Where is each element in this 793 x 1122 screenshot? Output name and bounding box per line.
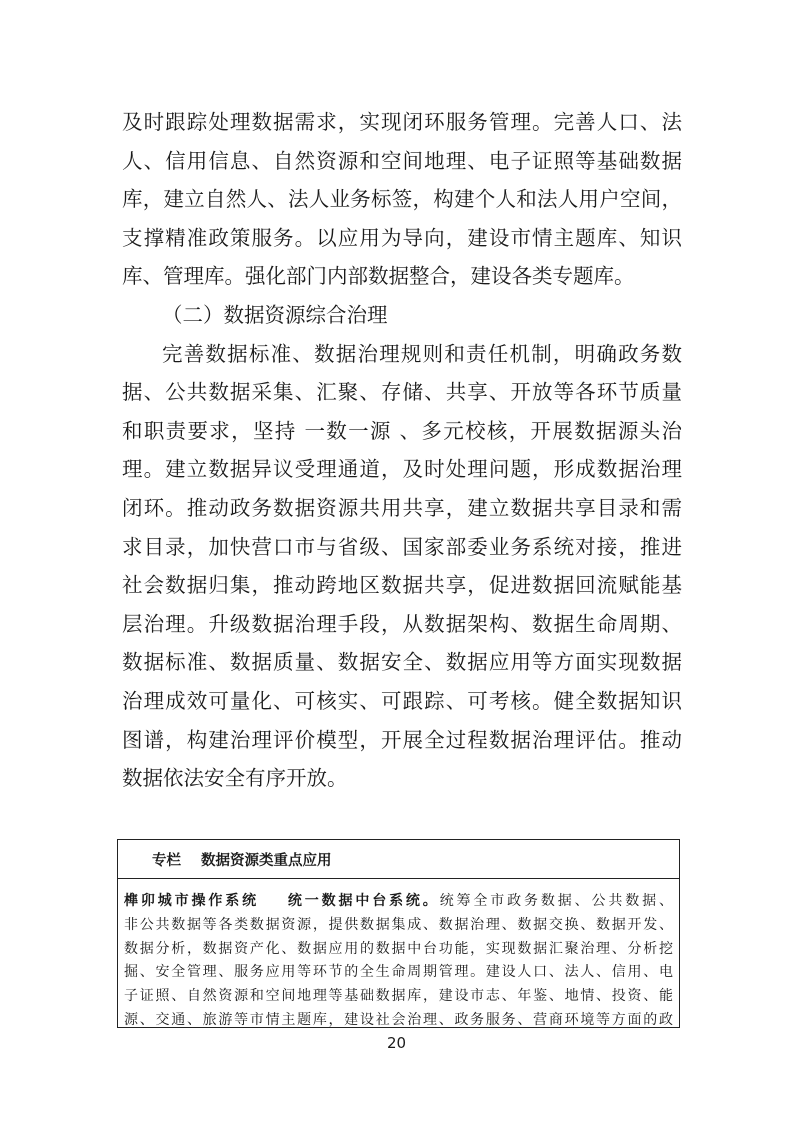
paragraph-line: 社会数据归集，推动跨地区数据共享，促进数据回流赋能基 <box>122 573 682 598</box>
paragraph-line: 数据依法安全有序开放。 <box>122 766 348 791</box>
box-line: 源、交通、旅游等市情主题库，建设社会治理、政务服务、营商环境等方面的政 <box>124 1011 673 1028</box>
box-line: 数据分析，数据资产化、数据应用的数据中台功能，实现数据汇聚治理、分析挖 <box>124 940 673 957</box>
paragraph-line: 完善数据标准、数据治理规则和责任机制，明确政务数 <box>162 341 682 366</box>
page-number: 20 <box>386 1034 407 1052</box>
paragraph-line: 支撑精准政策服务。以应用为导向，建设市情主题库、知识 <box>122 225 682 250</box>
section-heading: （二）数据资源综合治理 <box>162 302 388 327</box>
paragraph-line: 闭环。推动政务数据资源共用共享，建立数据共享目录和需 <box>122 495 682 520</box>
box-line: 掘、安全管理、服务应用等环节的全生命周期管理。建设人口、法人、信用、电 <box>124 964 673 981</box>
paragraph-line: 求目录，加快营口市与省级、国家部委业务系统对接，推进 <box>122 534 682 559</box>
paragraph-line: 数据标准、数据质量、数据安全、数据应用等方面实现数据 <box>122 650 682 675</box>
box-line: 非公共数据等各类数据资源，提供数据集成、数据治理、数据交换、数据开发、 <box>124 916 673 933</box>
box-title: 数据资源类重点应用 <box>201 851 332 869</box>
paragraph-line: 库、管理库。强化部门内部数据整合，建设各类专题库。 <box>122 264 635 289</box>
system-name: 榫卯城市操作系统 <box>124 893 259 909</box>
box-line <box>124 890 673 914</box>
paragraph-line: 治理成效可量化、可核实、可跟踪、可考核。健全数据知识 <box>122 688 682 713</box>
paragraph-line: 理。建立数据异议受理通道，及时处理问题，形成数据治理 <box>122 457 682 482</box>
item-text: 统筹全市政务数据、公共数据、 <box>439 893 674 909</box>
paragraph-line: 据、公共数据采集、汇聚、存储、共享、开放等各环节质量 <box>122 380 682 405</box>
item-title: 统一数据中台系统。 <box>284 893 440 909</box>
paragraph-line: 人、信用信息、自然资源和空间地理、电子证照等基础数据 <box>122 148 682 173</box>
body-text <box>122 103 682 798</box>
feature-box-body <box>118 879 679 1033</box>
paragraph-line: 和职责要求，坚持 一数一源 、多元校核，开展数据源头治 <box>122 418 682 443</box>
paragraph-line: 库，建立自然人、法人业务标签，构建个人和法人用户空间， <box>122 187 682 212</box>
paragraph-line: 及时跟踪处理数据需求，实现闭环服务管理。完善人口、法 <box>122 110 682 134</box>
box-line: 子证照、自然资源和空间地理等基础数据库，建设市志、年鉴、地情、投资、能 <box>124 988 673 1005</box>
paragraph-line: 层治理。升级数据治理手段，从数据架构、数据生命周期、 <box>122 611 682 636</box>
feature-box <box>117 839 680 1028</box>
paragraph-line: 图谱，构建治理评价模型，开展全过程数据治理评估。推动 <box>122 727 682 752</box>
box-label: 专栏 <box>152 851 181 869</box>
feature-box-header <box>118 840 679 879</box>
